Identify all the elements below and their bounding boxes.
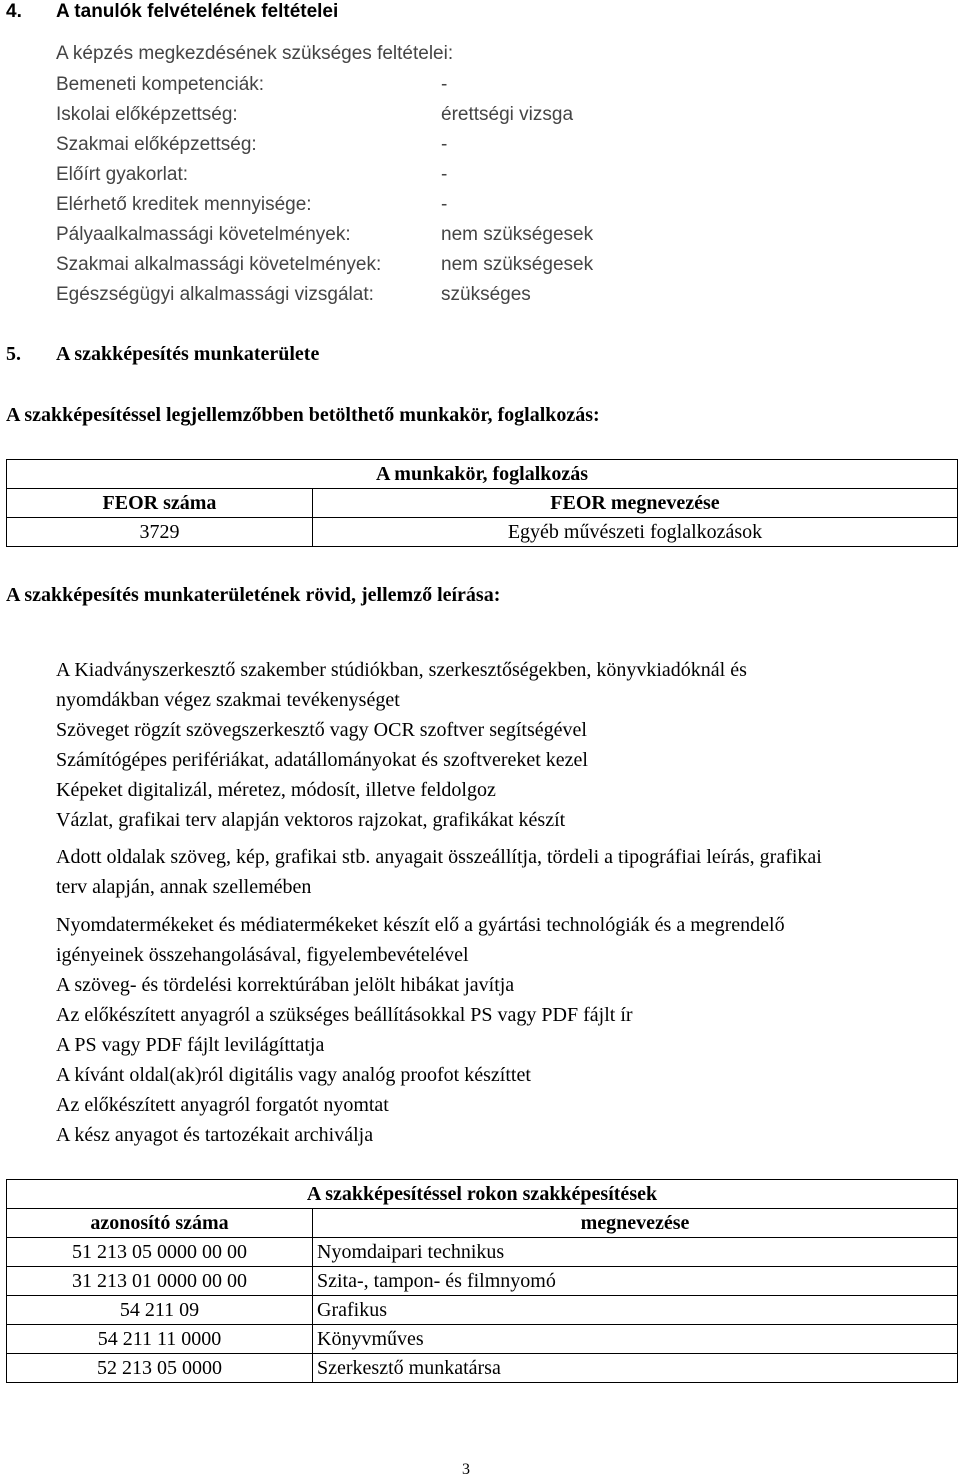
description-line: nyomdákban végez szakmai tevékenységet [56, 689, 400, 711]
section-4-intro: A képzés megkezdésének szükséges feltételei: [56, 43, 454, 64]
table-header-row [7, 1209, 958, 1238]
description-line: A Kiadványszerkesztő szakember stúdiókban, szerkesztőségekben, könyvkiadóknál és [56, 659, 747, 681]
header-identifier: azonosító száma [7, 1209, 313, 1238]
section-4-title: A tanulók felvételének feltételei [56, 1, 339, 22]
identifier-cell: 54 211 09 [7, 1296, 313, 1325]
requirement-value: nem szükségesek [441, 224, 594, 245]
job-subheading: A szakképesítéssel legjellemzőbben betölthető munkakör, foglalkozás: [6, 404, 600, 426]
table-row [7, 1354, 958, 1383]
qualification-name-cell: Szita-, tampon- és filmnyomó [313, 1267, 958, 1296]
table-row [7, 1267, 958, 1296]
requirement-value: szükséges [441, 284, 531, 305]
qualification-name-cell: Szerkesztő munkatársa [313, 1354, 958, 1383]
description-line: Az előkészített anyagról forgatót nyomtat [56, 1094, 389, 1116]
section-5-number: 5. [6, 343, 21, 365]
header-feor-number: FEOR száma [7, 489, 313, 518]
requirement-label: Szakmai előképzettség: [56, 134, 257, 155]
description-line: igényeinek összehangolásával, figyelembevételével [56, 944, 469, 966]
feor-number-cell: 3729 [7, 518, 313, 547]
table-row [7, 1238, 958, 1267]
identifier-cell: 31 213 01 0000 00 00 [7, 1267, 313, 1296]
description-line: A kívánt oldal(ak)ról digitális vagy analóg proofot készíttet [56, 1064, 531, 1086]
table-row [7, 518, 958, 547]
requirement-label: Iskolai előképzettség: [56, 104, 238, 125]
requirement-label: Bemeneti kompetenciák: [56, 74, 265, 95]
qualification-name-cell: Könyvműves [313, 1325, 958, 1354]
description-line: Az előkészített anyagról a szükséges beállításokkal PS vagy PDF fájlt ír [56, 1004, 633, 1026]
feor-name-cell: Egyéb művészeti foglalkozások [313, 518, 958, 547]
requirement-value: érettségi vizsga [441, 104, 574, 125]
requirement-label: Pályaalkalmassági követelmények: [56, 224, 351, 245]
job-table [6, 459, 958, 547]
description-line: terv alapján, annak szellemében [56, 876, 312, 898]
related-qualifications-table [6, 1179, 958, 1383]
table-row [7, 1296, 958, 1325]
requirement-value: nem szükségesek [441, 254, 594, 275]
table-header-row [7, 489, 958, 518]
requirement-value: - [441, 164, 448, 185]
job-table-caption: A munkakör, foglalkozás [7, 460, 958, 489]
requirement-value: - [441, 134, 448, 155]
description-line: A kész anyagot és tartozékait archiválja [56, 1124, 374, 1146]
page-number: 3 [462, 1461, 470, 1478]
table-caption-row [7, 1180, 958, 1209]
requirement-label: Szakmai alkalmassági követelmények: [56, 254, 382, 275]
description-line: Képeket digitalizál, méretez, módosít, illetve feldolgoz [56, 779, 496, 801]
section-4-number: 4. [6, 1, 22, 22]
requirement-label: Elérhető kreditek mennyisége: [56, 194, 312, 215]
requirement-value: - [441, 194, 448, 215]
related-table-caption: A szakképesítéssel rokon szakképesítések [7, 1180, 958, 1209]
requirement-label: Egészségügyi alkalmassági vizsgálat: [56, 284, 374, 305]
qualification-name-cell: Grafikus [313, 1296, 958, 1325]
description-line: Adott oldalak szöveg, kép, grafikai stb. anyagait összeállítja, tördeli a tipográfiai leírás, grafikai [56, 846, 822, 868]
description-line: Szöveget rögzít szövegszerkesztő vagy OCR szoftver segítségével [56, 719, 587, 741]
description-line: A szöveg- és tördelési korrektúrában jelölt hibákat javítja [56, 974, 515, 996]
requirement-label: Előírt gyakorlat: [56, 164, 188, 185]
description-line: Számítógépes perifériákat, adatállományokat és szoftvereket kezel [56, 749, 588, 771]
section-5-title: A szakképesítés munkaterülete [56, 343, 320, 365]
description-line: A PS vagy PDF fájlt levilágíttatja [56, 1034, 325, 1056]
description-line: Nyomdatermékeket és médiatermékeket készít elő a gyártási technológiák és a megrendelő [56, 914, 785, 936]
description-heading: A szakképesítés munkaterületének rövid, jellemző leírása: [6, 584, 501, 606]
description-line: Vázlat, grafikai terv alapján vektoros rajzokat, grafikákat készít [56, 809, 566, 831]
table-row [7, 1325, 958, 1354]
identifier-cell: 52 213 05 0000 [7, 1354, 313, 1383]
qualification-name-cell: Nyomdaipari technikus [313, 1238, 958, 1267]
identifier-cell: 54 211 11 0000 [7, 1325, 313, 1354]
table-caption-row [7, 460, 958, 489]
header-name: megnevezése [313, 1209, 958, 1238]
requirement-value: - [441, 74, 448, 95]
identifier-cell: 51 213 05 0000 00 00 [7, 1238, 313, 1267]
header-feor-name: FEOR megnevezése [313, 489, 958, 518]
